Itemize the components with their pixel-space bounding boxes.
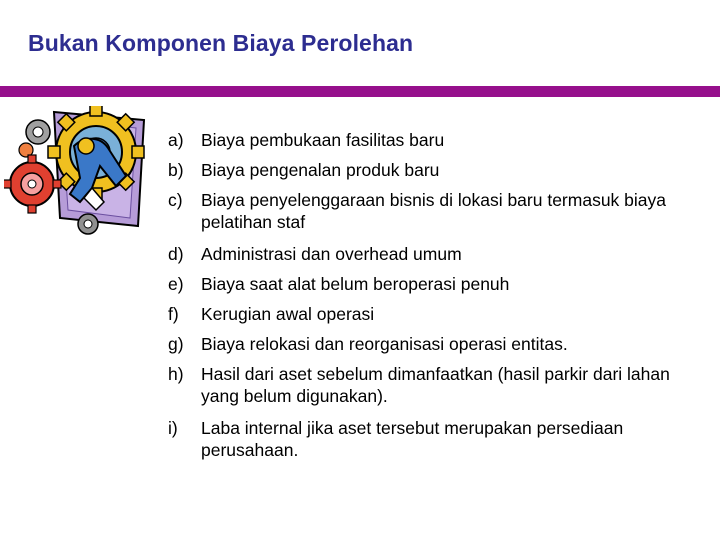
list-item-text: Kerugian awal operasi <box>201 304 375 324</box>
list-marker: c) <box>168 190 183 210</box>
list-marker: f) <box>168 304 179 324</box>
list-marker: g) <box>168 334 184 354</box>
list-item-text: Biaya pembukaan fasilitas baru <box>201 130 445 150</box>
cost-items-list <box>168 129 708 471</box>
list-item <box>168 303 708 325</box>
list-marker: e) <box>168 274 184 294</box>
list-item <box>168 189 708 233</box>
list-item-text: Administrasi dan overhead umum <box>201 244 462 264</box>
list-item <box>168 159 708 181</box>
list-marker: b) <box>168 160 184 180</box>
list-item <box>168 243 708 265</box>
gears-figure-clipart-icon <box>4 106 154 238</box>
list-item-text: Biaya relokasi dan reorganisasi operasi entitas. <box>201 334 568 354</box>
list-item <box>168 363 708 407</box>
list-marker: a) <box>168 130 184 150</box>
list-marker: d) <box>168 244 184 264</box>
list-item-text: Biaya pengenalan produk baru <box>201 160 440 180</box>
list-marker: i) <box>168 418 178 438</box>
list-item-text: Laba internal jika aset tersebut merupakan persediaan perusahaan. <box>201 418 624 460</box>
list-item-text: Biaya saat alat belum beroperasi penuh <box>201 274 510 294</box>
title-divider-bar <box>0 86 720 97</box>
list-item-text: Hasil dari aset sebelum dimanfaatkan (hasil parkir dari lahan yang belum digunakan). <box>201 364 670 406</box>
list-item <box>168 333 708 355</box>
list-item <box>168 129 708 151</box>
list-item-text: Biaya penyelenggaraan bisnis di lokasi baru termasuk biaya pelatihan staf <box>201 190 666 232</box>
list-marker: h) <box>168 364 184 384</box>
list-item <box>168 417 708 461</box>
list-item <box>168 273 708 295</box>
slide-title: Bukan Komponen Biaya Perolehan <box>28 30 414 56</box>
